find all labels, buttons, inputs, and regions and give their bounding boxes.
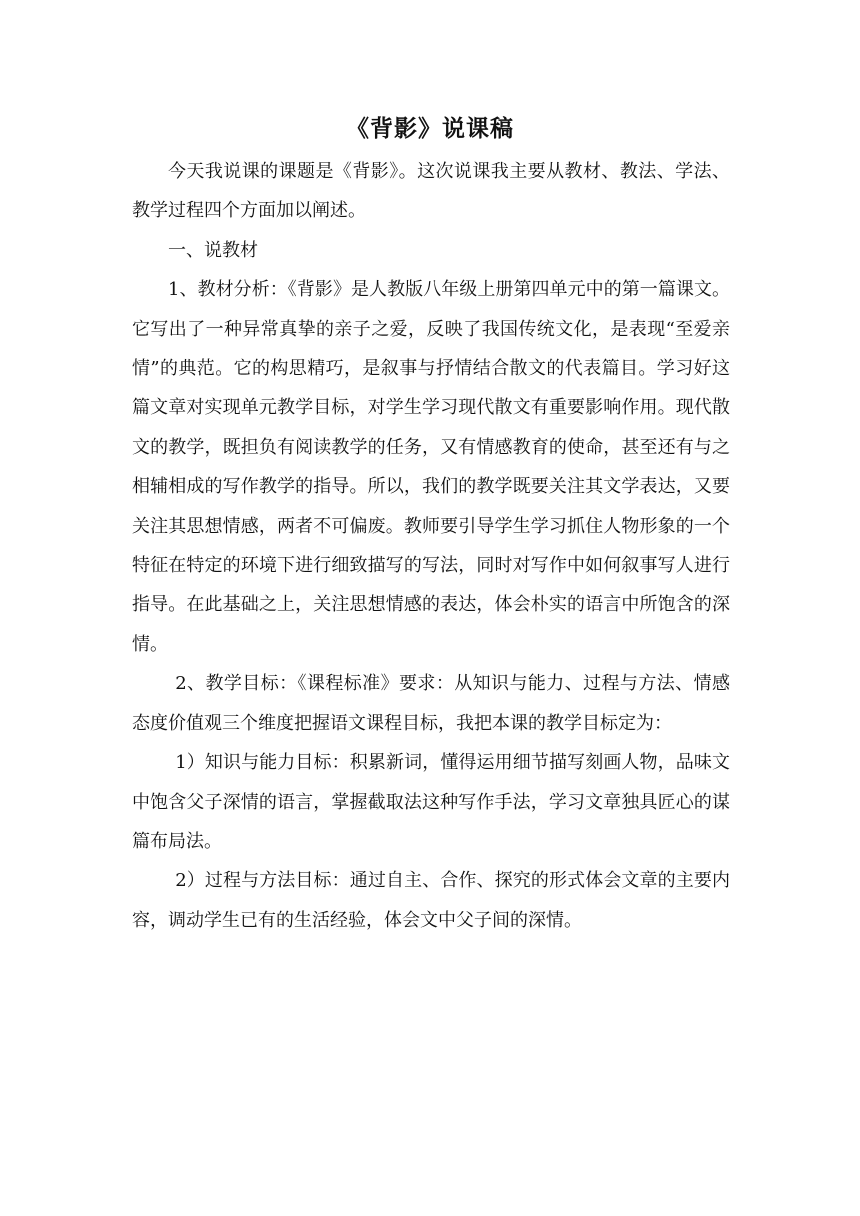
process-method-goal-paragraph: 2）过程与方法目标：通过自主、合作、探究的形式体会文章的主要内容，调动学生已有的生活经验，体会文中父子间的深情。 xyxy=(132,870,730,931)
section-heading-textbook: 一、说教材 xyxy=(168,239,258,261)
knowledge-ability-goal-paragraph: 1）知识与能力目标：积累新词，懂得运用细节描写刻画人物，品味文中饱含父子深情的语言，掌握截取法这种写作手法，学习文章独具匠心的谋篇布局法。 xyxy=(132,752,730,852)
textbook-analysis-paragraph: 1、教材分析：《背影》是人教版八年级上册第四单元中的第一篇课文。它写出了一种异常真挚的亲子之爱，反映了我国传统文化，是表现“至爱亲情”的典范。它的构思精巧，是叙事与抒情结合散文的代表篇目。学习好这篇文章对实现单元教学目标，对学生学习现代散文有重要影响作用。现代散文的教学，既担负有阅读教学的任务，又有情感教育的使命，甚至还有与之相辅相成的写作教学的指导。所以，我们的教学既要关注其文学表达，又要关注其思想情感，两者不可偏废。教师要引导学生学习抓住人物形象的一个特征在特定的环境下进行细致描写的写法，同时对写作中如何叙事写人进行指导。在此基础之上，关注思想情感的表达，体会朴实的语言中所饱含的深情。 xyxy=(132,279,730,655)
document-body xyxy=(132,152,730,940)
intro-paragraph: 今天我说课的课题是《背影》。这次说课我主要从教材、教法、学法、教学过程四个方面加以阐述。 xyxy=(132,161,730,222)
document-title: 《背影》说课稿 xyxy=(346,115,514,142)
teaching-goals-paragraph: 2、教学目标：《课程标准》要求：从知识与能力、过程与方法、情感态度价值观三个维度把握语文课程目标，我把本课的教学目标定为： xyxy=(132,673,730,734)
